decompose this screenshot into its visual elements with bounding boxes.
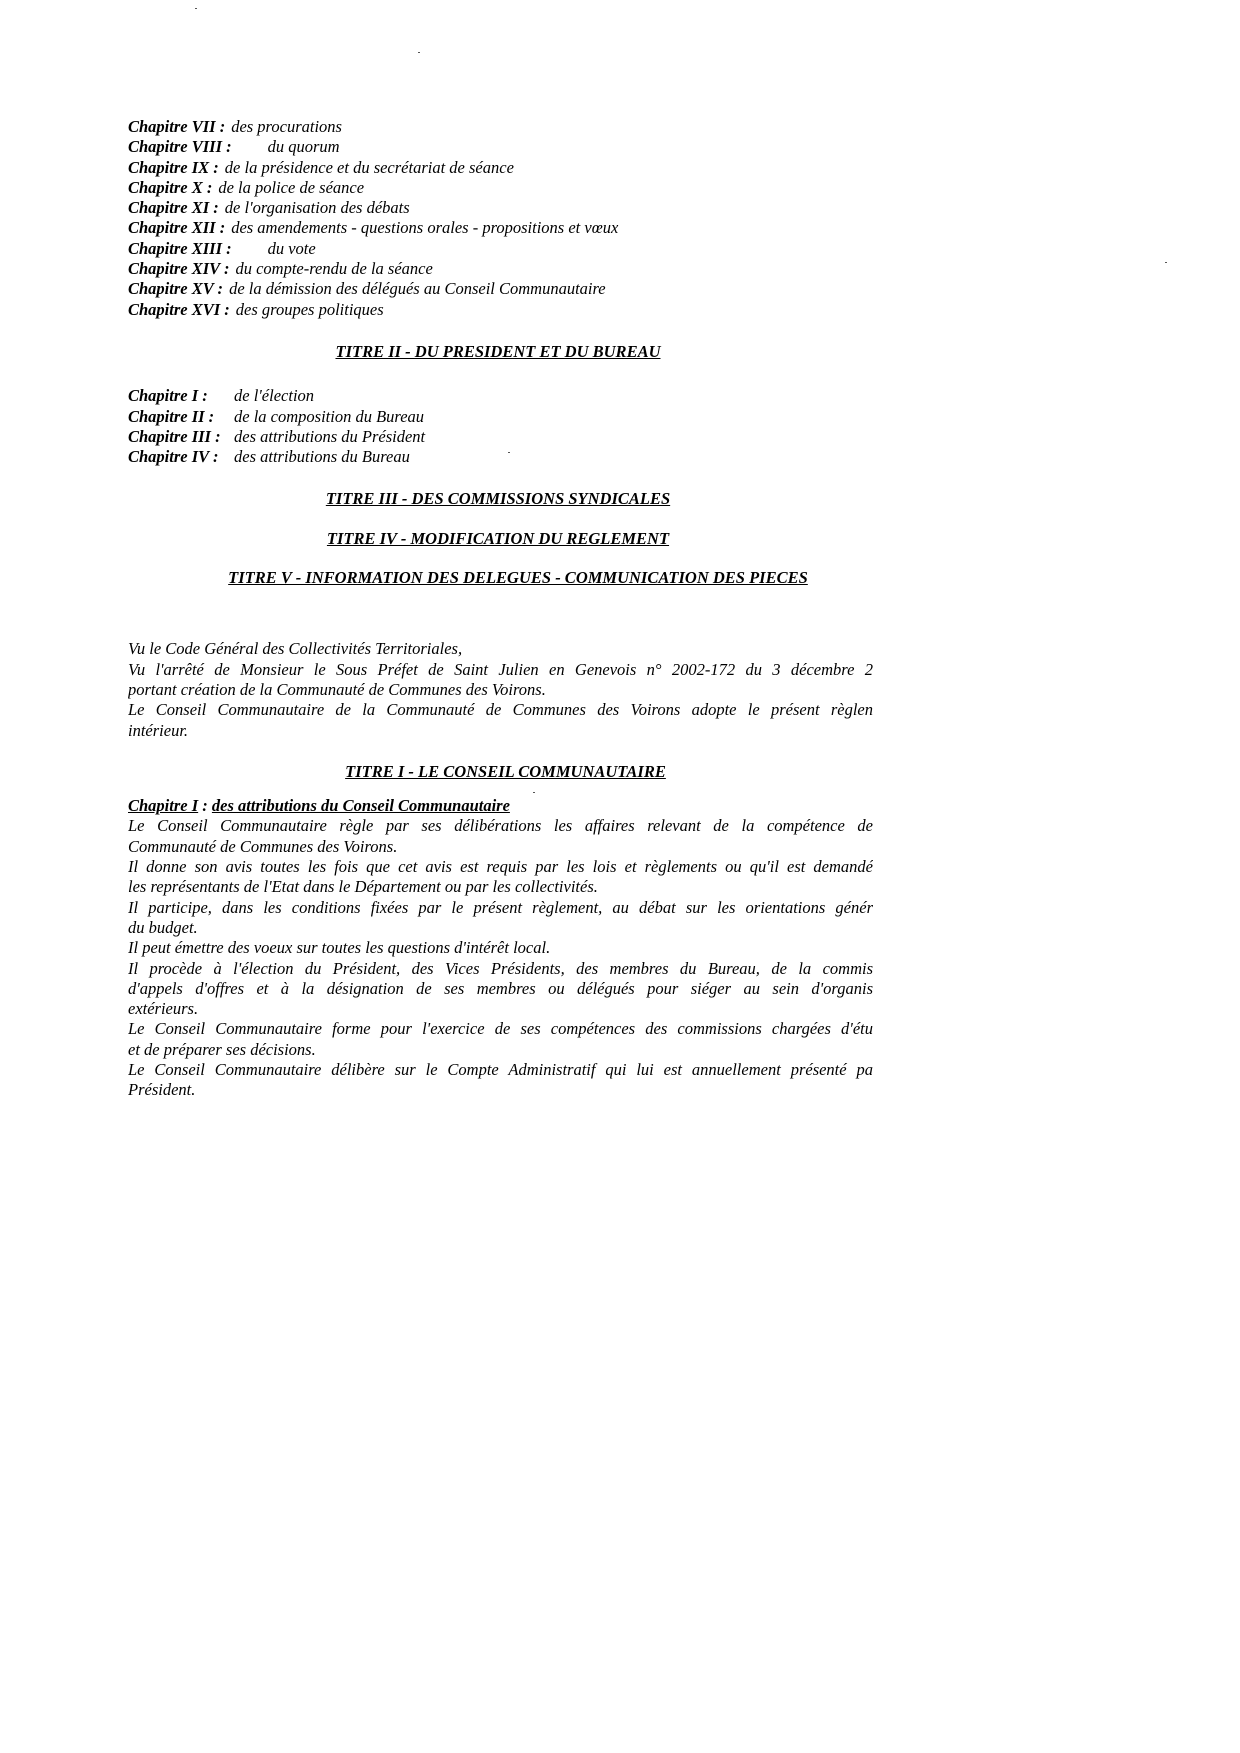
toc-entry bbox=[128, 137, 1240, 157]
toc-entry bbox=[128, 218, 1240, 238]
preamble-line: intérieur. bbox=[128, 720, 189, 740]
heading-titre-5: TITRE V - INFORMATION DES DELEGUES - COMMUNICATION DES PIECES bbox=[228, 568, 808, 588]
toc-chapter-title: du compte-rendu de la séance bbox=[235, 259, 433, 279]
paragraph-line: Il peut émettre des voeux sur toutes les questions d'intérêt local. bbox=[128, 938, 551, 958]
toc-chapter-label: Chapitre XII : bbox=[128, 218, 226, 238]
paragraph-line: les représentants de l'Etat dans le Département ou par les collectivités. bbox=[128, 877, 598, 897]
toc-entry bbox=[128, 407, 1240, 427]
toc-chapter-title: de la police de séance bbox=[218, 177, 365, 197]
toc-entry bbox=[128, 386, 1240, 406]
toc-entry bbox=[128, 447, 1240, 467]
toc-chapter-title: du vote bbox=[267, 238, 316, 258]
toc-chapter-title: du quorum bbox=[267, 137, 340, 157]
preamble-line: Le Conseil Communautaire de la Communauté de Communes des Voirons adopte le présent règlen bbox=[128, 700, 873, 720]
toc-chapter-label: Chapitre XI : bbox=[128, 198, 219, 218]
scan-speck bbox=[418, 52, 420, 53]
toc-chapter-title: des groupes politiques bbox=[235, 299, 384, 319]
preamble-line: Vu l'arrêté de Monsieur le Sous Préfet de Saint Julien en Genevois n° 2002-172 du 3 décembre 2 bbox=[128, 659, 873, 679]
document-body bbox=[128, 117, 1240, 1101]
toc-chapter-label: Chapitre IV : bbox=[128, 447, 219, 467]
paragraph-line: du budget. bbox=[128, 917, 198, 937]
chapter-1-label: Chapitre I bbox=[128, 796, 199, 816]
chapter-list-titre-1 bbox=[128, 117, 1240, 320]
preamble-line: portant création de la Communauté de Communes des Voirons. bbox=[128, 679, 546, 699]
chapter-1-text bbox=[128, 816, 873, 1100]
heading-titre-2: TITRE II - DU PRESIDENT ET DU BUREAU bbox=[335, 341, 661, 361]
paragraph-line: Le Conseil Communautaire délibère sur le Compte Administratif qui lui est annuellement présenté pa bbox=[128, 1059, 873, 1079]
paragraph-line: Le Conseil Communautaire règle par ses délibérations les affaires relevant de la compétence de bbox=[128, 816, 873, 836]
toc-chapter-label: Chapitre XV : bbox=[128, 279, 224, 299]
toc-chapter-title: des attributions du Bureau bbox=[234, 447, 410, 467]
paragraph-line: d'appels d'offres et à la désignation de ses membres ou délégués pour siéger au sein d'organis bbox=[128, 978, 873, 998]
toc-entry bbox=[128, 300, 1240, 320]
toc-chapter-label: Chapitre X : bbox=[128, 177, 213, 197]
paragraph-line: extérieurs. bbox=[128, 999, 199, 1019]
toc-chapter-title: des amendements - questions orales - propositions et vœux bbox=[231, 218, 619, 238]
toc-chapter-title: de la démission des délégués au Conseil Communautaire bbox=[229, 279, 606, 299]
toc-entry bbox=[128, 279, 1240, 299]
toc-entry bbox=[128, 117, 1240, 137]
toc-entry bbox=[128, 158, 1240, 178]
toc-chapter-label: Chapitre XIII : bbox=[128, 238, 232, 258]
toc-chapter-title: des attributions du Président bbox=[234, 426, 426, 446]
toc-chapter-label: Chapitre VII : bbox=[128, 117, 226, 136]
toc-chapter-label: Chapitre XIV : bbox=[128, 259, 230, 279]
toc-chapter-title: de l'organisation des débats bbox=[224, 198, 410, 218]
paragraph-line: Il donne son avis toutes les fois que cet avis est requis par les lois et règlements ou qu'il est demandé bbox=[128, 857, 873, 877]
paragraph-line: et de préparer ses décisions. bbox=[128, 1039, 316, 1059]
heading-titre-3: TITRE III - DES COMMISSIONS SYNDICALES bbox=[325, 489, 671, 509]
toc-chapter-title: des procurations bbox=[231, 117, 342, 136]
toc-entry bbox=[128, 198, 1240, 218]
heading-titre-4: TITRE IV - MODIFICATION DU REGLEMENT bbox=[326, 528, 670, 548]
paragraph-line: Communauté de Communes des Voirons. bbox=[128, 836, 398, 856]
toc-entry bbox=[128, 178, 1240, 198]
chapter-1-title: des attributions du Conseil Communautaire bbox=[211, 796, 510, 816]
paragraph-line: Le Conseil Communautaire forme pour l'exercice de ses compétences des commissions chargées d'étu bbox=[128, 1019, 873, 1039]
paragraph-line: Il participe, dans les conditions fixées par le présent règlement, au débat sur les orientations génér bbox=[128, 897, 873, 917]
toc-chapter-label: Chapitre IX : bbox=[128, 157, 219, 177]
toc-chapter-label: Chapitre XVI : bbox=[128, 299, 230, 319]
scan-speck bbox=[195, 8, 197, 9]
preamble bbox=[128, 639, 873, 740]
toc-chapter-label: Chapitre III : bbox=[128, 426, 221, 446]
paragraph-line: Il procède à l'élection du Président, des Vices Présidents, des membres du Bureau, de la commis bbox=[128, 958, 873, 978]
chapter-1-section bbox=[128, 796, 873, 1100]
heading-titre-1: TITRE I - LE CONSEIL COMMUNAUTAIRE bbox=[345, 761, 666, 781]
chapter-1-heading bbox=[128, 796, 873, 816]
toc-entry bbox=[128, 427, 1240, 447]
toc-chapter-label: Chapitre VIII : bbox=[128, 137, 232, 157]
chapter-list-titre-2 bbox=[128, 386, 1240, 467]
preamble-line: Vu le Code Général des Collectivités Territoriales, bbox=[128, 639, 463, 659]
chapter-1-separator: : bbox=[198, 796, 212, 816]
toc-chapter-title: de la composition du Bureau bbox=[234, 406, 425, 426]
toc-entry bbox=[128, 239, 1240, 259]
toc-chapter-title: de l'élection bbox=[234, 386, 315, 406]
toc-chapter-title: de la présidence et du secrétariat de séance bbox=[224, 157, 514, 177]
toc-chapter-label: Chapitre II : bbox=[128, 406, 215, 426]
toc-entry bbox=[128, 259, 1240, 279]
paragraph-line: Président. bbox=[128, 1080, 196, 1100]
toc-chapter-label: Chapitre I : bbox=[128, 386, 208, 406]
